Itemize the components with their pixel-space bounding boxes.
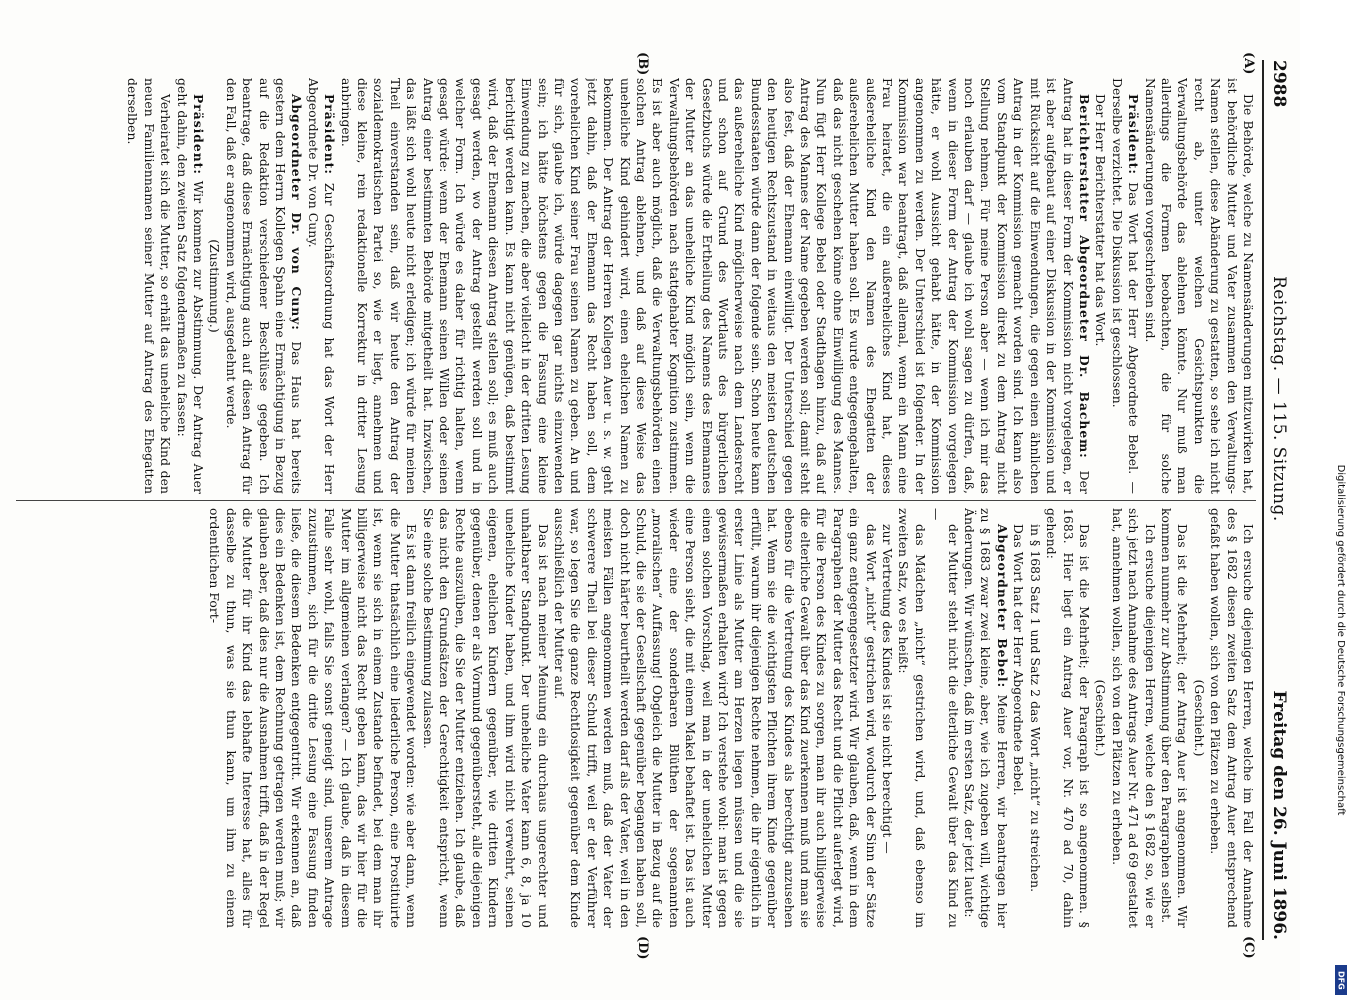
speaker-name: Abgeordneter Dr. von Cuny:	[289, 94, 305, 331]
left-text-column	[16, 78, 1256, 494]
stage-direction	[1190, 508, 1206, 928]
session-date: Freitag den 26. Juni 1896.	[1269, 690, 1289, 940]
text-paragraph	[961, 508, 1010, 928]
paragraph-text: Ich ersuche diejenigen Herren, welche den § 1682 so, wie er sich jetzt nach Annahme des Antrags Auer Nr. 471 ad 69 gestaltet hat, annehmen wollen, sich von den Plätzen zu erheben.	[1109, 508, 1157, 928]
page-number: 2988	[1269, 60, 1289, 108]
paragraph-text: Es ist dann freilich eingewendet worden: wie aber dann, wenn die Mutter thatsächlich eine liederliche Person, eine Prostituirte ist, wenn sie sich in einem Zustande befindet, bei dem man ihr billigerweise nicht das Recht geben kann, das wir hier für die Mutter im allgemeinen verlangen? — Ich glaube, daß in diesem Falle sehr wohl, falls Sie sonst geneigt sind, unserem Antrage zuzustimmen, sich für die dritte Lesung eine Fassung finden ließe, die diesem Bedenken entgegentritt. Wir erkennen an, daß dies ein Bedenken ist, dem Rechnung getragen werden muß; wir glauben aber, daß dies nur die Ausnahmen trifft, daß in der Regel die Mutter für ihr Kind das lebhafte Interesse hat, alles für dasselbe zu thun, was sie thun kann, um ihm zu einem ordentlichen Fort-	[207, 508, 419, 928]
paragraph-text: der Mutter steht nicht die elterliche Gewalt über das Kind zu —	[929, 508, 960, 928]
paragraph-text: in § 1683 Satz 1 und Satz 2 das Wort „nicht“ zu streichen.	[1027, 524, 1042, 893]
text-paragraph	[895, 508, 928, 928]
margin-marker-d: (D)	[635, 936, 650, 960]
paragraph-text: Die Behörde, welche zu Namensänderungen mitzuwirken hat, ist behördliche Mutter und Vater zusammen den Verwaltungs-Namen stellen, diese Abänderung zu gestatten, so sehe ich nicht recht ab, unter welchen Gesichtspunkten die Verwaltungsbehörde das ablehnen könnte. Nur muß man allerdings die Formen beobachten, die für solche Namensänderungen vorgeschrieben sind.	[1142, 78, 1255, 494]
speaker-name: Abgeordneter Bebel:	[994, 524, 1010, 689]
paragraph-text: das Mädchen „nicht“ gestrichen wird, und, daß ebenso im zweiten Satz, wo es heißt:	[896, 508, 927, 928]
paragraph-text: Zur Geschäftsordnung hat das Wort der Herr Abgeordnete Dr. von Cuny.	[305, 78, 337, 494]
margin-marker-b: (B)	[635, 52, 650, 76]
text-paragraph	[337, 78, 1092, 494]
stage-direction	[1092, 508, 1108, 928]
paragraph-text: Der Antrag hat in dieser Form der Kommission nicht vorgelegen, er ist aber aufgebaut auf einer Diskussion in der Kommission und mit Rücksicht auf die Einwendungen, die gegen einen ähnlichen Antrag in der Kommission gemacht worden sind. Ich kann also vom Standpunkt der Kommission direkt zu dem Antrag nicht Stellung nehmen. Für meine Person aber — wenn ich mir das noch erlauben darf — glaube ich wohl sagen zu dürfen, daß, wenn in dieser Form der Antrag der Kommission vorgelegen hätte, er wohl Aussicht gehabt hätte, in der Kommission angenommen zu werden. Der Unterschied ist folgender. In der Kommission war beantragt, daß allemal, wenn ein Mann eine Frau heiratet, die ein außereheliches Kind hat, dieses außereheliche Kind den Namen des Ehegatten der außerehelichen Mutter haben soll. Es wurde entgegengehalten, daß das nicht geschehen könne ohne Einwilligung des Mannes. Nun fügt Herr Kollege Bebel oder Stadthagen hinzu, daß auf Antrag des Mannes der Name gegeben werden soll; damit steht also fest, daß der Ehemann einwilligt. Der Unterschied gegen den heutigen Rechtszustand in weitaus den meisten deutschen Bundesstaaten würde dann der folgende sein. Schon heute kann das außereheliche Kind möglicherweise nach dem Landesrecht und schon auf Grund des Wortlauts des bürgerlichen Gesetzbuchs würde die Ertheilung des Namens des Ehemannes der Mutter an das uneheliche Kind möglich sein, wenn die Verwaltungsbehörden nach stattgehabter Kognition zustimmen. Es ist aber auch möglich, daß die Verwaltungsbehörden einen solchen Antrag ablehnen, und daß auf diese Weise das uneheliche Kind gehindert wird, einen ehelichen Namen zu bekommen. Der Antrag der Herren Kollegen Auer u. s. w. geht jetzt dahin, daß der Ehemann das Recht haben soll, dem vorehelichen Kind seiner Frau seinen Namen zu geben. An und für sich, glaube ich, würde dagegen gar nichts einzuwenden sein; ich hätte höchstens gegen die Fassung eine kleine Einwendung zu machen, die aber vielleicht in der dritten Lesung berichtigt werden kann. Es kann nicht genügen, daß bestimmt wird, daß der Ehemann diesen Antrag stellen soll; es muß auch gesagt werden, wo der Antrag gestellt werden soll und in welcher Form. Ich würde es daher für richtig halten, wenn gesagt würde: wenn der Ehemann seinen Willen oder seinen Antrag einer bestimmten Behörde mitgetheilt hat. Inzwischen, das läßt sich wohl heute nicht erledigen; ich würde für meinen Theil einverstanden sein, daß wir heute den Antrag der sozialdemokratischen Partei so, wie er liegt, annehmen und diese kleine, rein redaktionelle Korrektur in dritter Lesung anbringen.	[338, 78, 1091, 494]
paragraph-text: Das Haus hat bereits gestern dem Herrn Kollegen Spahn eine Ermächtigung in Bezug auf die Redaktion verschiedener Beschlüsse gegeben. Ich beantrage, daß diese Ermächtigung auch auf diesen Antrag für den Fall, daß er angenommen wird, ausgedehnt werde.	[223, 78, 304, 494]
paragraph-text: Das ist die Mehrheit; der Paragraph ist so angenommen. § 1683. Hier liegt ein Antrag Auer vor, Nr. 470 ad 70, dahin gehend:	[1044, 508, 1091, 928]
speaker-name: Präsident:	[191, 94, 206, 175]
margin-marker-a: (A)	[1241, 52, 1256, 75]
text-paragraph	[928, 508, 961, 928]
text-paragraph	[1158, 508, 1191, 928]
paragraph-text: zur Vertretung des Kindes ist sie nicht berechtigt —	[880, 524, 895, 854]
digitization-footer	[1328, 0, 1352, 1000]
text-paragraph	[124, 78, 173, 494]
text-paragraph	[304, 78, 337, 494]
stage-direction	[206, 78, 222, 494]
paragraph-text: (Geschieht.)	[1093, 679, 1108, 757]
speaker-name: Berichterstatter Abgeordneter Dr. Bachem:	[1076, 94, 1092, 459]
text-paragraph	[551, 508, 879, 928]
page-header	[1266, 60, 1292, 940]
text-paragraph	[1141, 78, 1256, 494]
paragraph-text: (Geschieht.)	[1191, 679, 1206, 757]
speaker-name: Präsident:	[322, 94, 338, 175]
text-paragraph	[1108, 508, 1157, 928]
footer-text: Digitalisierung gefördert durch die Deutsche Forschungsgemeinschaft	[1335, 464, 1346, 816]
paragraph-text: das Wort „nicht“ gestrichen wird, wodurch der Sinn der Sätze ein ganz entgegengesetzter wird. Wir glauben, daß, wenn in dem Paragraphen der Mutter das Recht und die Pflicht auferlegt wird, für die Person des Kindes zu sorgen, man ihr auch billigerweise die elterliche Gewalt über das Kind zuerkennen muß und man sie ebenso für die Vertretung des Kindes als berechtigt anzusehen hat. Wenn sie die wichtigsten Pflichten ihrem Kinde gegenüber erfüllt, warum ihr diejenigen Rechte nehmen, die ihr eigentlich in erster Linie als Mutter am Herzen liegen müssen und die sie gewissermaßen erhalten wird? Ich verstehe wohl: man ist gegen einen solchen Vorschlag, weil man in der unehelichen Mutter eine Person sieht, die mit einem Makel behaftet ist. Das ist auch wieder eine der sonderbaren Blüthen der sogenannten „moralischen“ Auffassung! Obgleich die Mutter in Bezug auf die Schuld, die sie der Gesellschaft gegenüber begangen haben soll, doch nicht härter beurtheilt werden darf als der Vater, weil in den meisten Fällen angenommen werden muß, daß der Vater der schwerere Theil bei dieser Schuld trifft, weil er der Verführer war, so legen Sie die ganze Rechtlosigkeit gegenüber dem Kinde ausschließlich der Mutter auf.	[551, 508, 878, 928]
text-paragraph	[419, 508, 550, 928]
column-divider	[16, 500, 1256, 501]
text-paragraph	[1026, 508, 1042, 928]
text-paragraph	[879, 508, 895, 928]
text-paragraph	[173, 78, 206, 494]
paragraph-text: Meine Herren, wir beantragen hier zu § 1683 zwar zwei kleine, aber, wie ich zugeben will, wichtige Änderungen. Wir wünschen, daß im ersten Satz, der jetzt lautet:	[962, 508, 1009, 928]
paragraph-text: Wir kommen zur Abstimmung. Der Antrag Auer geht dahin, den zweiten Satz folgendermaßen zu fassen:	[174, 78, 205, 494]
session-title: Reichstag. — 115. Sitzung.	[1269, 275, 1289, 522]
paragraph-text: Das Wort hat der Herr Abgeordnete Bebel. — Derselbe verzichtet. Die Diskussion ist geschlossen.	[1109, 78, 1141, 494]
paragraph-text: Das ist die Mehrheit; der Antrag Auer ist angenommen. Wir kommen nunmehr zur Abstimmung über den Paragraphen selbst.	[1158, 508, 1190, 928]
text-paragraph	[1207, 508, 1256, 928]
paragraph-text: (Zustimmung.)	[207, 239, 222, 333]
paragraph-text: Der Herr Berichterstatter hat das Wort.	[1093, 94, 1108, 347]
speaker-name: Präsident:	[1126, 94, 1142, 175]
header-rule	[1262, 60, 1264, 940]
text-paragraph	[1043, 508, 1092, 928]
paragraph-text: Das Wort hat der Herr Abgeordnete Bebel.	[1011, 524, 1026, 796]
text-paragraph	[222, 78, 304, 494]
text-paragraph	[1092, 78, 1108, 494]
text-paragraph	[1108, 78, 1141, 494]
dfg-logo: DFG	[1335, 965, 1347, 995]
margin-marker-c: (C)	[1241, 936, 1256, 959]
right-text-column	[16, 508, 1256, 928]
paragraph-text: Verheiratet sich die Mutter, so erhält das uneheliche Kind den neuen Familiennamen seiner Mutter auf Antrag des Ehegatten derselben.	[125, 78, 173, 494]
text-paragraph	[1010, 508, 1026, 928]
paragraph-text: Das ist nach meiner Meinung ein durchaus ungerechter und unhaltbarer Standpunkt. Der uneheliche Vater kann 6, 8, ja 10 uneheliche Kinder haben, und ihm wird nicht verwehrt, seinen eigenen, ehelichen Kindern gegenüber, wie dritten Kindern gegenüber, denen er als Vormund gegenübersteht, alle diejenigen Rechte auszuüben, die Sie der Mutter entziehen. Ich glaube, daß das nicht den Grundsätzen der Gerechtigkeit entspricht, wenn Sie eine solche Bestimmung zulassen.	[420, 508, 550, 928]
text-paragraph	[206, 508, 419, 928]
paragraph-text: Ich ersuche diejenigen Herren, welche im Fall der Annahme des § 1682 diesen zweiten Satz dem Antrag Auer entsprechend gefaßt haben wollen, sich von den Plätzen zu erheben.	[1208, 508, 1255, 928]
